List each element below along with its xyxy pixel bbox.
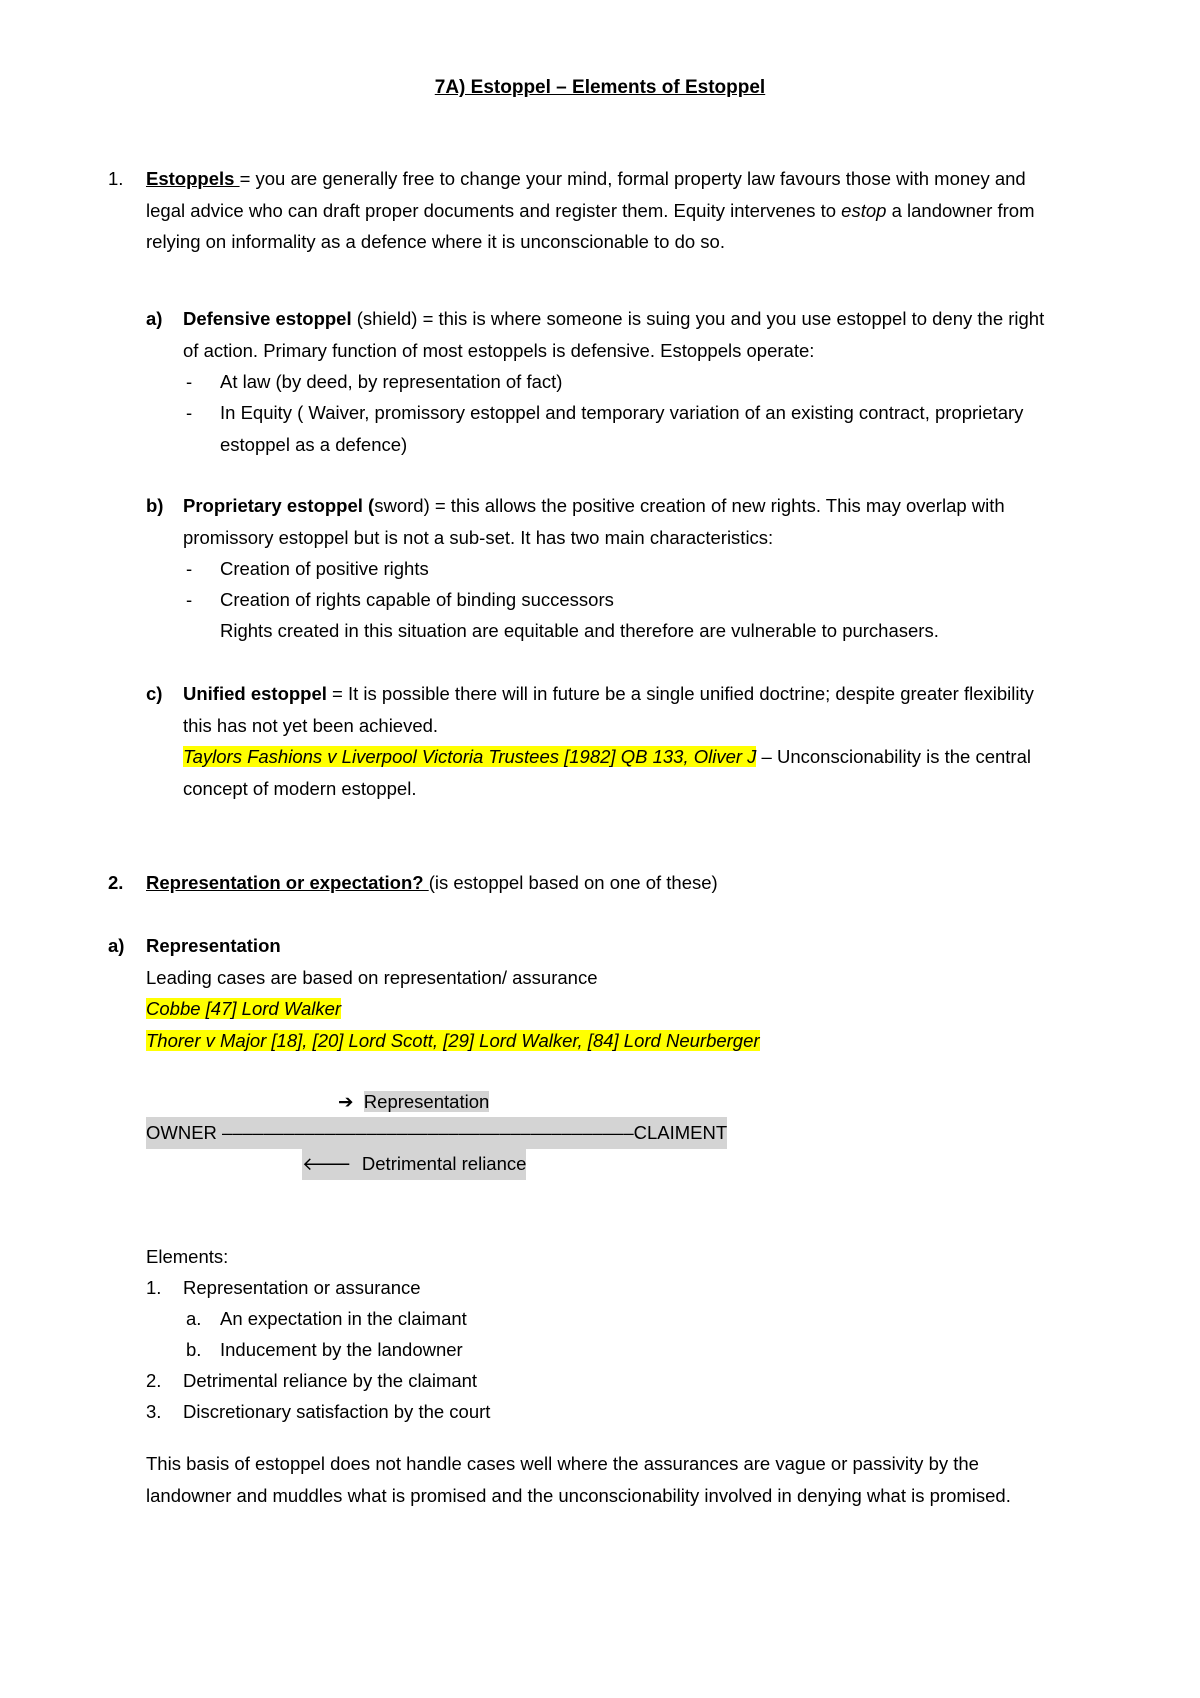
representation-label: Representation bbox=[363, 1091, 490, 1112]
proprietary-estoppel-term: Proprietary estoppel ( bbox=[183, 495, 375, 516]
case-citation-cobbe: Cobbe [47] Lord Walker bbox=[146, 998, 342, 1019]
section-2-number: 2. bbox=[108, 872, 124, 893]
reliance-arrow-row bbox=[302, 1148, 526, 1180]
element-number: 1. bbox=[146, 1277, 162, 1298]
item-c-marker: c) bbox=[146, 683, 163, 704]
element-number: 2. bbox=[146, 1370, 162, 1391]
arrow-right-icon: ➔ bbox=[338, 1091, 354, 1112]
section-2-heading-line: Representation or expectation? (is estoppel based on one of these) bbox=[146, 872, 718, 893]
defensive-estoppel-term: Defensive estoppel bbox=[183, 308, 352, 329]
section-1-heading: Estoppels bbox=[146, 168, 240, 189]
element-text: Detrimental reliance by the claimant bbox=[183, 1370, 478, 1391]
case-citation-thorer: Thorer v Major [18], [20] Lord Scott, [29] Lord Walker, [84] Lord Neurberger bbox=[146, 1029, 760, 1051]
item-b-marker: b) bbox=[146, 495, 164, 516]
arrow-left-icon: 🡐 bbox=[302, 1153, 352, 1174]
element-number: 3. bbox=[146, 1401, 162, 1422]
representation-term: Representation bbox=[146, 935, 281, 956]
element-text: An expectation in the claimant bbox=[220, 1308, 467, 1329]
elements-heading: Elements: bbox=[146, 1246, 229, 1267]
element-text: Inducement by the landowner bbox=[220, 1339, 463, 1360]
case-citation-taylors: Taylors Fashions v Liverpool Victoria Trustees [1982] QB 133, Oliver J bbox=[183, 746, 757, 767]
bullet-text: Creation of positive rights bbox=[220, 558, 429, 579]
owner-claiment-line: OWNER ––––––––––––––––––––––––––––––––––––––––CLAIMENT bbox=[146, 1117, 727, 1149]
proprietary-estoppel-item: Proprietary estoppel (sword) = this allows the positive creation of new rights. This may overlap with promissory estoppel but is not a sub-set. It has two main characteristics: bbox=[183, 495, 1005, 548]
section-1-number: 1. bbox=[108, 168, 124, 189]
unified-estoppel-item: Unified estoppel = It is possible there will in future be a single unified doctrine; despite greater flexibility this has not yet been achieved. Taylors Fashions v Liverpool Victoria Trustees [1982] QB 133, Oliver J – Unconscionability is the central concept of modern estoppel. bbox=[183, 683, 1034, 799]
section-1-intro: Estoppels = you are generally free to change your mind, formal property law favours those with money and legal advice who can draft proper documents and register them. Equity intervenes to estop a landowner from relying on informality as a defence where it is unconscionable to do so. bbox=[146, 168, 1035, 252]
proprietary-note: Rights created in this situation are equitable and therefore are vulnerable to purchasers. bbox=[220, 620, 939, 641]
bullet-dash: - bbox=[186, 589, 193, 610]
element-number: a. bbox=[186, 1308, 202, 1329]
bullet-text: Creation of rights capable of binding successors bbox=[220, 589, 614, 610]
unified-estoppel-term: Unified estoppel bbox=[183, 683, 327, 704]
bullet-dash: - bbox=[186, 558, 193, 579]
detrimental-reliance-label: Detrimental reliance bbox=[361, 1153, 527, 1174]
closing-paragraph: This basis of estoppel does not handle cases well where the assurances are vague or passivity by the landowner and muddles what is promised and the unconscionability involved in denying what is promised. bbox=[146, 1453, 1011, 1506]
bullet-dash: - bbox=[186, 371, 193, 392]
representation-item: Representation Leading cases are based on representation/ assurance Cobbe [47] Lord Walker Thorer v Major [18], [20] Lord Scott, [29] Lord Walker, [84] Lord Neurberger bbox=[146, 935, 760, 1051]
item-2a-marker: a) bbox=[108, 935, 125, 956]
element-text: Representation or assurance bbox=[183, 1277, 421, 1298]
element-number: b. bbox=[186, 1339, 202, 1360]
item-a-marker: a) bbox=[146, 308, 163, 329]
bullet-dash: - bbox=[186, 402, 193, 423]
bullet-text: At law (by deed, by representation of fact) bbox=[220, 371, 563, 392]
bullet-text: In Equity ( Waiver, promissory estoppel and temporary variation of an existing contract, proprietary estoppel as a defence) bbox=[220, 402, 1024, 455]
page-title: 7A) Estoppel – Elements of Estoppel bbox=[434, 77, 766, 98]
defensive-estoppel-item: Defensive estoppel (shield) = this is where someone is suing you and you use estoppel to deny the right of action. Primary function of most estoppels is defensive. Estoppels operate: bbox=[183, 308, 1045, 361]
representation-arrow-row bbox=[338, 1086, 489, 1118]
element-text: Discretionary satisfaction by the court bbox=[183, 1401, 491, 1422]
section-2-heading: Representation or expectation? bbox=[146, 872, 429, 893]
